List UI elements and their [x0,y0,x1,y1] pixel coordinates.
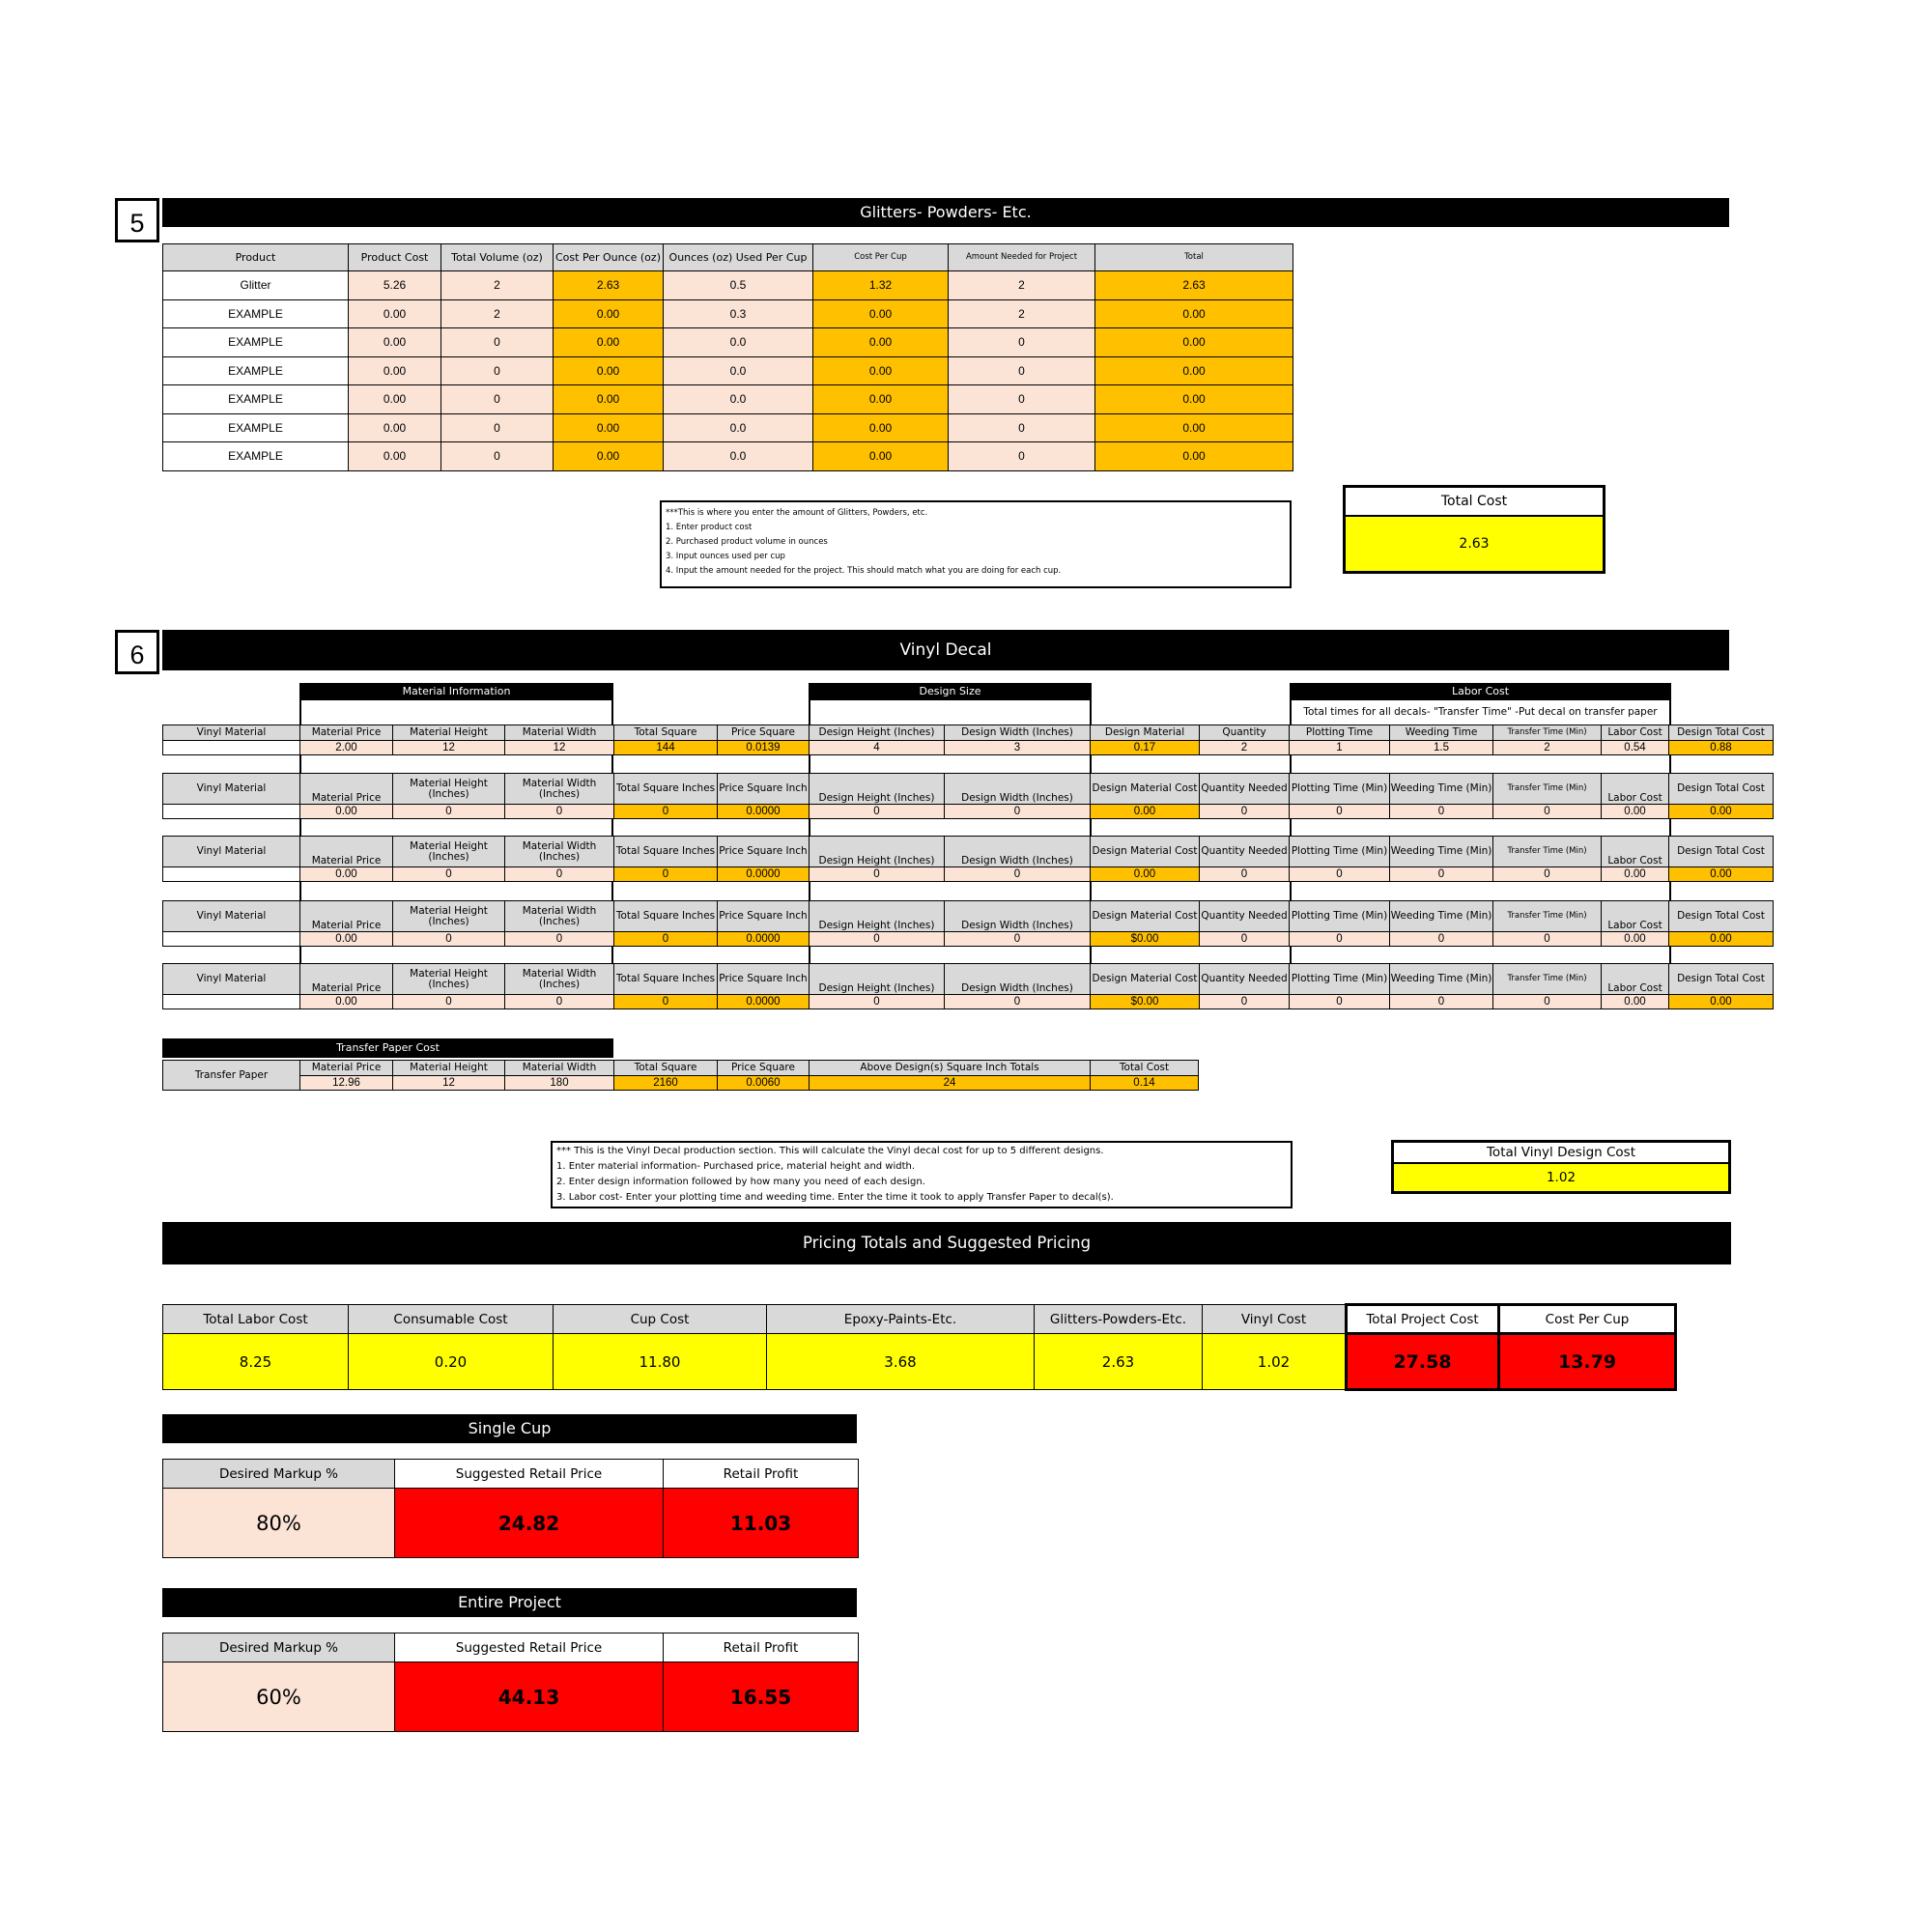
glitter-row [163,442,1293,471]
glitter-cell-product[interactable]: EXAMPLE [163,442,349,471]
pricing-header-epoxy: Epoxy-Paints-Etc. [767,1305,1035,1334]
single-cup-markup-input[interactable]: 80% [163,1489,395,1558]
pricing-epoxy-value: 3.68 [767,1334,1035,1390]
vinyl-cell-weeding-time[interactable]: 1.5 [1390,741,1493,755]
vinyl-cell-design-material-cost: 0.17 [1091,741,1200,755]
glitter-cell-product[interactable]: EXAMPLE [163,385,349,414]
glitter-cell-ounces-per-cup[interactable]: 0.0 [664,385,813,414]
glitter-header-product: Product [163,244,349,271]
glitter-cell-cost-per-ounce: 0.00 [554,328,664,357]
vinyl-cell-material-height[interactable]: 0 [393,867,505,882]
glitter-total-cost-label: Total Cost [1346,488,1603,517]
glitter-header-cost-per-ounce: Cost Per Ounce (oz) [554,244,664,271]
vinyl-header-vinyl-material: Vinyl Material [163,901,300,932]
section-number-5: 5 [115,198,159,242]
glitter-instructions-note: ***This is where you enter the amount of Glitters, Powders, etc. 1. Enter product cost 2. Purchased product volume in ounces 3. Input ounces used per cup 4. Input the amount needed for the project. This should match what you are doing for each cup. [660,500,1292,588]
vinyl-header-material-height: Material Height (Inches) [393,901,505,932]
vinyl-cell-weeding-time[interactable]: 0 [1390,867,1493,882]
glitter-cell-total: 0.00 [1095,385,1293,414]
vinyl-cell-material-price[interactable]: 0.00 [300,932,393,947]
vinyl-design-table [162,773,1774,819]
glitter-cell-cost-per-cup: 0.00 [813,328,949,357]
pricing-labor-value: 8.25 [163,1334,349,1390]
vinyl-header-material-width: Material Width [505,725,614,741]
transfer-header-total-cost: Total Cost [1091,1061,1199,1076]
vinyl-cell-price-square: 0.0139 [718,741,810,755]
glitter-row [163,271,1293,300]
glitter-cell-cost-per-ounce: 0.00 [554,385,664,414]
vinyl-cell-design-total-cost: 0.00 [1669,995,1774,1009]
vinyl-cell-design-material-cost: 0.00 [1091,805,1200,819]
vinyl-cell-design-material-cost: 0.00 [1091,867,1200,882]
vinyl-header-price-square: Price Square Inch [718,774,810,805]
vinyl-header-design-width: Design Width (Inches) [945,837,1091,867]
vinyl-cell-weeding-time[interactable]: 0 [1390,995,1493,1009]
vinyl-header-labor-cost: Labor Cost [1602,725,1669,741]
glitter-cell-cost-per-ounce: 2.63 [554,271,664,300]
glitter-header-row [163,244,1293,271]
vinyl-cell-material-width[interactable]: 12 [505,741,614,755]
glitter-cell-total: 0.00 [1095,299,1293,328]
glitter-cell-total-volume[interactable]: 0 [441,356,554,385]
entire-project-header-markup: Desired Markup % [163,1634,395,1662]
vinyl-header-material-price: Material Price [300,774,393,805]
single-cup-header-retail-price: Suggested Retail Price [395,1460,664,1489]
vinyl-header-quantity: Quantity Needed [1200,774,1290,805]
vinyl-header-transfer-time: Transfer Time (Min) [1493,725,1602,741]
vinyl-cell-design-total-cost: 0.88 [1669,741,1774,755]
vinyl-total-cost-label: Total Vinyl Design Cost [1394,1143,1728,1164]
vinyl-cell-design-total-cost: 0.00 [1669,867,1774,882]
vinyl-cell-price-square: 0.0000 [718,995,810,1009]
vinyl-header-weeding-time: Weeding Time (Min) [1390,901,1493,932]
glitter-cell-product[interactable]: EXAMPLE [163,413,349,442]
transfer-price-square: 0.0060 [718,1076,810,1091]
glitter-cell-total: 0.00 [1095,356,1293,385]
vinyl-header-total-square: Total Square Inches [614,837,718,867]
vinyl-cell-vinyl-material[interactable] [163,867,300,882]
vinyl-cell-price-square: 0.0000 [718,867,810,882]
vinyl-cell-material-width[interactable]: 0 [505,867,614,882]
vinyl-header-plotting-time: Plotting Time (Min) [1290,837,1390,867]
vinyl-cell-design-total-cost: 0.00 [1669,805,1774,819]
vinyl-header-material-height: Material Height [393,725,505,741]
glitter-cell-amount-needed[interactable]: 0 [949,385,1095,414]
vinyl-header-material-price: Material Price [300,725,393,741]
vinyl-header-material-height: Material Height (Inches) [393,837,505,867]
vinyl-cell-design-width[interactable]: 3 [945,741,1091,755]
vinyl-header-total-square: Total Square Inches [614,901,718,932]
vinyl-design-table [162,724,1774,755]
vinyl-header-quantity: Quantity [1200,725,1290,741]
vinyl-header-plotting-time: Plotting Time (Min) [1290,774,1390,805]
vinyl-header-plotting-time: Plotting Time [1290,725,1390,741]
pricing-values-row [163,1334,1676,1390]
vinyl-cell-design-width[interactable]: 0 [945,805,1091,819]
glitter-cell-product[interactable]: EXAMPLE [163,299,349,328]
vinyl-header-design-material-cost: Design Material Cost [1091,774,1200,805]
vinyl-cell-material-height[interactable]: 0 [393,805,505,819]
transfer-header-design-totals: Above Design(s) Square Inch Totals [810,1061,1091,1076]
pricing-header-cup: Cup Cost [554,1305,767,1334]
vinyl-cell-transfer-time[interactable]: 2 [1493,741,1602,755]
vinyl-header-material-price: Material Price [300,901,393,932]
vinyl-header-design-total-cost: Design Total Cost [1669,837,1774,867]
vinyl-cell-design-width[interactable]: 0 [945,995,1091,1009]
glitter-row [163,385,1293,414]
single-cup-table [162,1459,859,1558]
vinyl-header-labor-cost: Labor Cost [1602,774,1669,805]
glitter-cell-cost-per-cup: 0.00 [813,385,949,414]
transfer-paper-table [162,1060,1199,1091]
single-cup-header-retail-profit: Retail Profit [664,1460,859,1489]
vinyl-cell-transfer-time[interactable]: 0 [1493,805,1602,819]
vinyl-cell-design-total-cost: 0.00 [1669,932,1774,947]
vinyl-cell-labor-cost[interactable]: 0.00 [1602,805,1669,819]
vinyl-header-design-material-cost: Design Material Cost [1091,964,1200,995]
vinyl-header-plotting-time: Plotting Time (Min) [1290,964,1390,995]
glitter-cell-product-cost[interactable]: 0.00 [349,413,441,442]
vinyl-header-design-width: Design Width (Inches) [945,901,1091,932]
glitter-cell-cost-per-cup: 0.00 [813,299,949,328]
glitter-cell-ounces-per-cup[interactable]: 0.3 [664,299,813,328]
vinyl-cell-quantity[interactable]: 2 [1200,741,1290,755]
glitter-cell-amount-needed[interactable]: 2 [949,299,1095,328]
vinyl-cell-labor-cost[interactable]: 0.00 [1602,932,1669,947]
vinyl-cell-design-height[interactable]: 0 [810,932,945,947]
vinyl-design-table [162,836,1774,882]
glitter-row [163,356,1293,385]
glitter-cell-total: 0.00 [1095,442,1293,471]
vinyl-cell-total-square: 0 [614,867,718,882]
transfer-header-material-price: Material Price [300,1061,393,1076]
glitter-header-amount-needed: Amount Needed for Project [949,244,1095,271]
pricing-header-vinyl: Vinyl Cost [1203,1305,1347,1334]
pricing-section-title: Pricing Totals and Suggested Pricing [162,1222,1731,1264]
glitter-cell-amount-needed[interactable]: 0 [949,328,1095,357]
pricing-header-consumable: Consumable Cost [349,1305,554,1334]
pricing-consumable-value: 0.20 [349,1334,554,1390]
glitter-cell-product-cost[interactable]: 0.00 [349,385,441,414]
glitter-cell-product[interactable]: Glitter [163,271,349,300]
vinyl-cell-vinyl-material[interactable] [163,995,300,1009]
vinyl-header-weeding-time: Weeding Time [1390,725,1493,741]
vinyl-cell-weeding-time[interactable]: 0 [1390,805,1493,819]
glitter-header-total: Total [1095,244,1293,271]
vinyl-header-design-total-cost: Design Total Cost [1669,964,1774,995]
glitter-cell-amount-needed[interactable]: 2 [949,271,1095,300]
vinyl-cell-quantity[interactable]: 0 [1200,932,1290,947]
vinyl-header-weeding-time: Weeding Time (Min) [1390,964,1493,995]
glitter-header-ounces-per-cup: Ounces (oz) Used Per Cup [664,244,813,271]
vinyl-cell-quantity[interactable]: 0 [1200,867,1290,882]
vinyl-cell-vinyl-material[interactable] [163,741,300,755]
vinyl-cell-transfer-time[interactable]: 0 [1493,932,1602,947]
vinyl-header-material-width: Material Width (Inches) [505,837,614,867]
glitter-cell-cost-per-cup: 0.00 [813,413,949,442]
vinyl-header-material-width: Material Width (Inches) [505,964,614,995]
glitter-cell-total: 2.63 [1095,271,1293,300]
vinyl-cell-design-height[interactable]: 0 [810,867,945,882]
glitter-cell-cost-per-ounce: 0.00 [554,299,664,328]
vinyl-cell-material-height[interactable]: 12 [393,741,505,755]
glitter-row [163,413,1293,442]
vinyl-cell-material-height[interactable]: 0 [393,995,505,1009]
vinyl-cell-material-width[interactable]: 0 [505,995,614,1009]
vinyl-header-design-height: Design Height (Inches) [810,837,945,867]
vinyl-header-weeding-time: Weeding Time (Min) [1390,837,1493,867]
vinyl-total-cost-box [1391,1140,1731,1194]
entire-project-header-retail-price: Suggested Retail Price [395,1634,664,1662]
glitter-cell-product[interactable]: EXAMPLE [163,328,349,357]
vinyl-header-design-total-cost: Design Total Cost [1669,901,1774,932]
vinyl-header-design-height: Design Height (Inches) [810,774,945,805]
vinyl-header-design-height: Design Height (Inches) [810,964,945,995]
pricing-header-row [163,1305,1676,1334]
glitter-cell-total: 0.00 [1095,328,1293,357]
vinyl-cell-total-square: 0 [614,995,718,1009]
vinyl-cell-material-height[interactable]: 0 [393,932,505,947]
glitter-cell-amount-needed[interactable]: 0 [949,413,1095,442]
vinyl-header-transfer-time: Transfer Time (Min) [1493,964,1602,995]
pricing-header-total-project: Total Project Cost [1347,1305,1499,1334]
vinyl-total-cost-value: 1.02 [1394,1164,1728,1191]
vinyl-header-design-width: Design Width (Inches) [945,774,1091,805]
vinyl-cell-plotting-time[interactable]: 0 [1290,805,1390,819]
glitter-cell-cost-per-cup: 1.32 [813,271,949,300]
glitter-cell-total-volume[interactable]: 0 [441,442,554,471]
vinyl-header-price-square: Price Square [718,725,810,741]
vinyl-cell-design-height[interactable]: 0 [810,805,945,819]
vinyl-design-table [162,900,1774,947]
pricing-header-cost-per-cup: Cost Per Cup [1499,1305,1676,1334]
vinyl-cell-labor-cost[interactable]: 0.54 [1602,741,1669,755]
glitter-cell-total-volume[interactable]: 0 [441,413,554,442]
entire-project-retail-profit: 16.55 [664,1662,859,1732]
vinyl-header-design-height: Design Height (Inches) [810,901,945,932]
vinyl-cell-material-width[interactable]: 0 [505,805,614,819]
vinyl-cell-material-price[interactable]: 0.00 [300,995,393,1009]
vinyl-section-title: Vinyl Decal [162,630,1729,670]
glitter-header-cost-per-cup: Cost Per Cup [813,244,949,271]
vinyl-header-quantity: Quantity Needed [1200,837,1290,867]
vinyl-header-material-height: Material Height (Inches) [393,774,505,805]
transfer-design-totals: 24 [810,1076,1091,1091]
vinyl-group-labor: Labor Cost [1290,683,1671,700]
vinyl-header-transfer-time: Transfer Time (Min) [1493,774,1602,805]
vinyl-header-design-total-cost: Design Total Cost [1669,774,1774,805]
glitter-cell-ounces-per-cup[interactable]: 0.5 [664,271,813,300]
vinyl-header-vinyl-material: Vinyl Material [163,725,300,741]
transfer-header-label: Transfer Paper [163,1061,300,1091]
transfer-header-material-width: Material Width [505,1061,614,1076]
glitter-row [163,328,1293,357]
vinyl-header-quantity: Quantity Needed [1200,901,1290,932]
vinyl-cell-labor-cost[interactable]: 0.00 [1602,995,1669,1009]
glitter-cell-total-volume[interactable]: 2 [441,271,554,300]
vinyl-header-design-width: Design Width (Inches) [945,725,1091,741]
glitter-total-cost-box [1343,485,1605,574]
vinyl-cell-design-height[interactable]: 0 [810,995,945,1009]
vinyl-cell-design-width[interactable]: 0 [945,932,1091,947]
vinyl-header-plotting-time: Plotting Time (Min) [1290,901,1390,932]
vinyl-group-design: Design Size [809,683,1092,700]
transfer-header-total-square: Total Square [614,1061,718,1076]
vinyl-header-vinyl-material: Vinyl Material [163,774,300,805]
glitter-cell-total-volume[interactable]: 0 [441,328,554,357]
entire-project-header-retail-profit: Retail Profit [664,1634,859,1662]
vinyl-header-price-square: Price Square Inch [718,964,810,995]
vinyl-cell-labor-cost[interactable]: 0.00 [1602,867,1669,882]
glitter-cell-total: 0.00 [1095,413,1293,442]
vinyl-header-transfer-time: Transfer Time (Min) [1493,901,1602,932]
single-cup-title: Single Cup [162,1414,857,1443]
vinyl-cell-design-material-cost: $0.00 [1091,932,1200,947]
vinyl-cell-plotting-time[interactable]: 0 [1290,995,1390,1009]
glitter-header-total-volume: Total Volume (oz) [441,244,554,271]
glitter-cell-ounces-per-cup[interactable]: 0.0 [664,413,813,442]
transfer-header-price-square: Price Square [718,1061,810,1076]
pricing-header-labor: Total Labor Cost [163,1305,349,1334]
pricing-glitters-value: 2.63 [1035,1334,1203,1390]
transfer-material-height[interactable]: 12 [393,1076,505,1091]
vinyl-header-price-square: Price Square Inch [718,837,810,867]
vinyl-cell-vinyl-material[interactable] [163,805,300,819]
transfer-material-price[interactable]: 12.96 [300,1076,393,1091]
transfer-total-cost: 0.14 [1091,1076,1199,1091]
glitter-cell-cost-per-ounce: 0.00 [554,413,664,442]
vinyl-header-design-total-cost: Design Total Cost [1669,725,1774,741]
pricing-header-glitters: Glitters-Powders-Etc. [1035,1305,1203,1334]
vinyl-header-design-material-cost: Design Material Cost [1091,837,1200,867]
vinyl-cell-transfer-time[interactable]: 0 [1493,867,1602,882]
glitter-total-cost-value: 2.63 [1346,517,1603,571]
transfer-total-square: 2160 [614,1076,718,1091]
vinyl-header-design-height: Design Height (Inches) [810,725,945,741]
glitter-cell-total-volume[interactable]: 2 [441,299,554,328]
vinyl-cell-material-price[interactable]: 0.00 [300,867,393,882]
vinyl-cell-total-square: 0 [614,805,718,819]
glitter-cell-ounces-per-cup[interactable]: 0.0 [664,328,813,357]
glitter-cell-ounces-per-cup[interactable]: 0.0 [664,442,813,471]
vinyl-cell-price-square: 0.0000 [718,932,810,947]
vinyl-header-labor-cost: Labor Cost [1602,964,1669,995]
transfer-paper-title: Transfer Paper Cost [162,1038,613,1058]
glitter-cell-ounces-per-cup[interactable]: 0.0 [664,356,813,385]
transfer-material-width[interactable]: 180 [505,1076,614,1091]
vinyl-labor-note: Total times for all decals- "Transfer Time" -Put decal on transfer paper [1303,706,1658,718]
glitter-cell-product[interactable]: EXAMPLE [163,356,349,385]
glitter-header-product-cost: Product Cost [349,244,441,271]
vinyl-cell-design-material-cost: $0.00 [1091,995,1200,1009]
glitter-cell-product-cost[interactable]: 5.26 [349,271,441,300]
transfer-header-material-height: Material Height [393,1061,505,1076]
glitter-cell-amount-needed[interactable]: 0 [949,442,1095,471]
vinyl-cell-vinyl-material[interactable] [163,932,300,947]
vinyl-cell-material-price[interactable]: 2.00 [300,741,393,755]
glitter-cell-total-volume[interactable]: 0 [441,385,554,414]
vinyl-cell-design-width[interactable]: 0 [945,867,1091,882]
glitter-row [163,299,1293,328]
glitter-table [162,243,1293,471]
vinyl-header-quantity: Quantity Needed [1200,964,1290,995]
vinyl-header-design-width: Design Width (Inches) [945,964,1091,995]
vinyl-cell-price-square: 0.0000 [718,805,810,819]
section-number-6: 6 [115,630,159,674]
glitter-cell-product-cost[interactable]: 0.00 [349,356,441,385]
glitter-section-title: Glitters- Powders- Etc. [162,198,1729,227]
vinyl-cell-weeding-time[interactable]: 0 [1390,932,1493,947]
glitter-cell-product-cost[interactable]: 0.00 [349,328,441,357]
vinyl-cell-plotting-time[interactable]: 1 [1290,741,1390,755]
single-cup-header-markup: Desired Markup % [163,1460,395,1489]
single-cup-retail-profit: 11.03 [664,1489,859,1558]
vinyl-header-design-material-cost: Design Material Cost [1091,901,1200,932]
glitter-cell-cost-per-ounce: 0.00 [554,442,664,471]
glitter-cell-cost-per-cup: 0.00 [813,356,949,385]
glitter-cell-cost-per-cup: 0.00 [813,442,949,471]
vinyl-header-labor-cost: Labor Cost [1602,901,1669,932]
vinyl-header-total-square: Total Square Inches [614,774,718,805]
pricing-cup-value: 11.80 [554,1334,767,1390]
vinyl-header-total-square: Total Square Inches [614,964,718,995]
vinyl-cell-plotting-time[interactable]: 0 [1290,932,1390,947]
vinyl-cell-transfer-time[interactable]: 0 [1493,995,1602,1009]
vinyl-header-material-price: Material Price [300,837,393,867]
vinyl-cell-design-height[interactable]: 4 [810,741,945,755]
vinyl-cell-plotting-time[interactable]: 0 [1290,867,1390,882]
entire-project-table [162,1633,859,1732]
entire-project-markup-input[interactable]: 60% [163,1662,395,1732]
vinyl-cell-quantity[interactable]: 0 [1200,805,1290,819]
vinyl-header-vinyl-material: Vinyl Material [163,837,300,867]
pricing-total-project-value: 27.58 [1347,1334,1499,1390]
vinyl-header-weeding-time: Weeding Time (Min) [1390,774,1493,805]
glitter-cell-amount-needed[interactable]: 0 [949,356,1095,385]
vinyl-design-table [162,963,1774,1009]
vinyl-cell-total-square: 0 [614,932,718,947]
pricing-totals-table [162,1303,1677,1391]
entire-project-title: Entire Project [162,1588,857,1617]
glitter-cell-cost-per-ounce: 0.00 [554,356,664,385]
vinyl-header-price-square: Price Square Inch [718,901,810,932]
entire-project-retail-price: 44.13 [395,1662,664,1732]
vinyl-cell-material-width[interactable]: 0 [505,932,614,947]
vinyl-group-material: Material Information [299,683,613,700]
vinyl-cell-quantity[interactable]: 0 [1200,995,1290,1009]
glitter-cell-product-cost[interactable]: 0.00 [349,299,441,328]
vinyl-header-material-height: Material Height (Inches) [393,964,505,995]
vinyl-header-material-width: Material Width (Inches) [505,901,614,932]
vinyl-instructions-note: *** This is the Vinyl Decal production section. This will calculate the Vinyl decal cost for up to 5 different designs. 1. Enter material information- Purchased price, material height and width. 2. Enter design information followed by how many you need of each design. 3. Labor cost- Enter your plotting time and weeding time. Enter the time it took to apply Transfer Paper to decal(s). [551,1141,1293,1208]
vinyl-header-vinyl-material: Vinyl Material [163,964,300,995]
glitter-cell-product-cost[interactable]: 0.00 [349,442,441,471]
pricing-vinyl-value: 1.02 [1203,1334,1347,1390]
vinyl-cell-material-price[interactable]: 0.00 [300,805,393,819]
vinyl-header-transfer-time: Transfer Time (Min) [1493,837,1602,867]
pricing-cost-per-cup-value: 13.79 [1499,1334,1676,1390]
vinyl-header-labor-cost: Labor Cost [1602,837,1669,867]
vinyl-header-total-square: Total Square [614,725,718,741]
vinyl-header-material-width: Material Width (Inches) [505,774,614,805]
vinyl-header-design-material-cost: Design Material [1091,725,1200,741]
single-cup-retail-price: 24.82 [395,1489,664,1558]
vinyl-cell-total-square: 144 [614,741,718,755]
vinyl-header-material-price: Material Price [300,964,393,995]
